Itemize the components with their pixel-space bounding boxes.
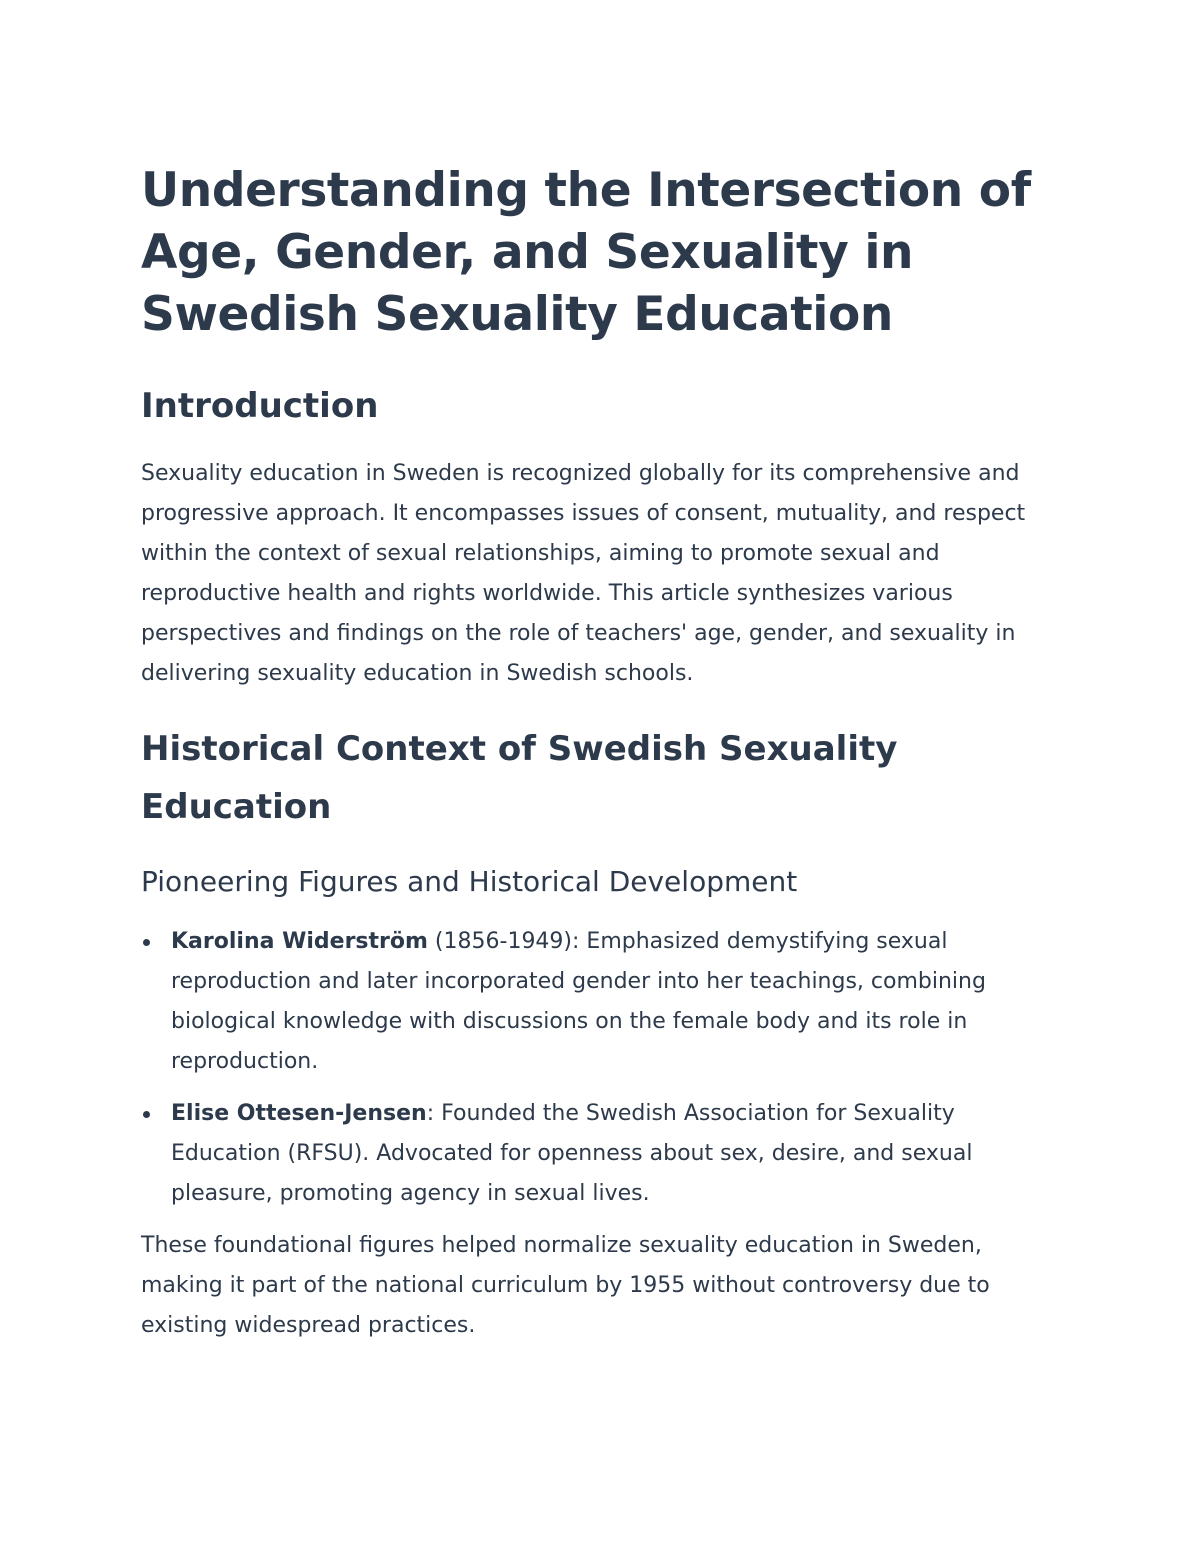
pioneer-detail: (1856-1949): Emphasized demystifying sexual reproduction and later incorporated gender into her teachings, combining biological knowledge with discussions on the female body and its role in reproduction. — [171, 929, 986, 1074]
pioneering-figures-subheading: Pioneering Figures and Historical Development — [141, 865, 798, 898]
pioneer-list — [141, 922, 1066, 1214]
closing-paragraph: These foundational figures helped normalize sexuality education in Sweden, making it part of the national curriculum by 1955 without controversy due to existing widespread practices. — [141, 1233, 990, 1338]
list-item — [141, 1094, 1066, 1214]
bullet-icon — [143, 1111, 150, 1118]
bullet-icon — [143, 939, 150, 946]
historical-context-heading: Historical Context of Swedish Sexuality Education — [141, 729, 898, 827]
document-page — [141, 160, 1066, 1346]
pioneer-name: Elise Ottesen-Jensen — [171, 1101, 427, 1126]
introduction-paragraph: Sexuality education in Sweden is recognized globally for its comprehensive and progressive approach. It encompasses issues of consent, mutuality, and respect within the context of sexual relationships, aiming to promote sexual and reproductive health and rights worldwide. This article synthesizes various perspectives and findings on the role of teachers' age, gender, and sexuality in delivering sexuality education in Swedish schools. — [141, 461, 1026, 686]
pioneer-name: Karolina Widerström — [171, 929, 428, 954]
introduction-heading: Introduction — [141, 386, 379, 426]
pioneer-detail: : Founded the Swedish Association for Sexuality Education (RFSU). Advocated for openness about sex, desire, and sexual pleasure, promoting agency in sexual lives. — [171, 1101, 973, 1206]
document-title: Understanding the Intersection of Age, Gender, and Sexuality in Swedish Sexuality Education — [141, 163, 1031, 342]
list-item — [141, 922, 1066, 1082]
